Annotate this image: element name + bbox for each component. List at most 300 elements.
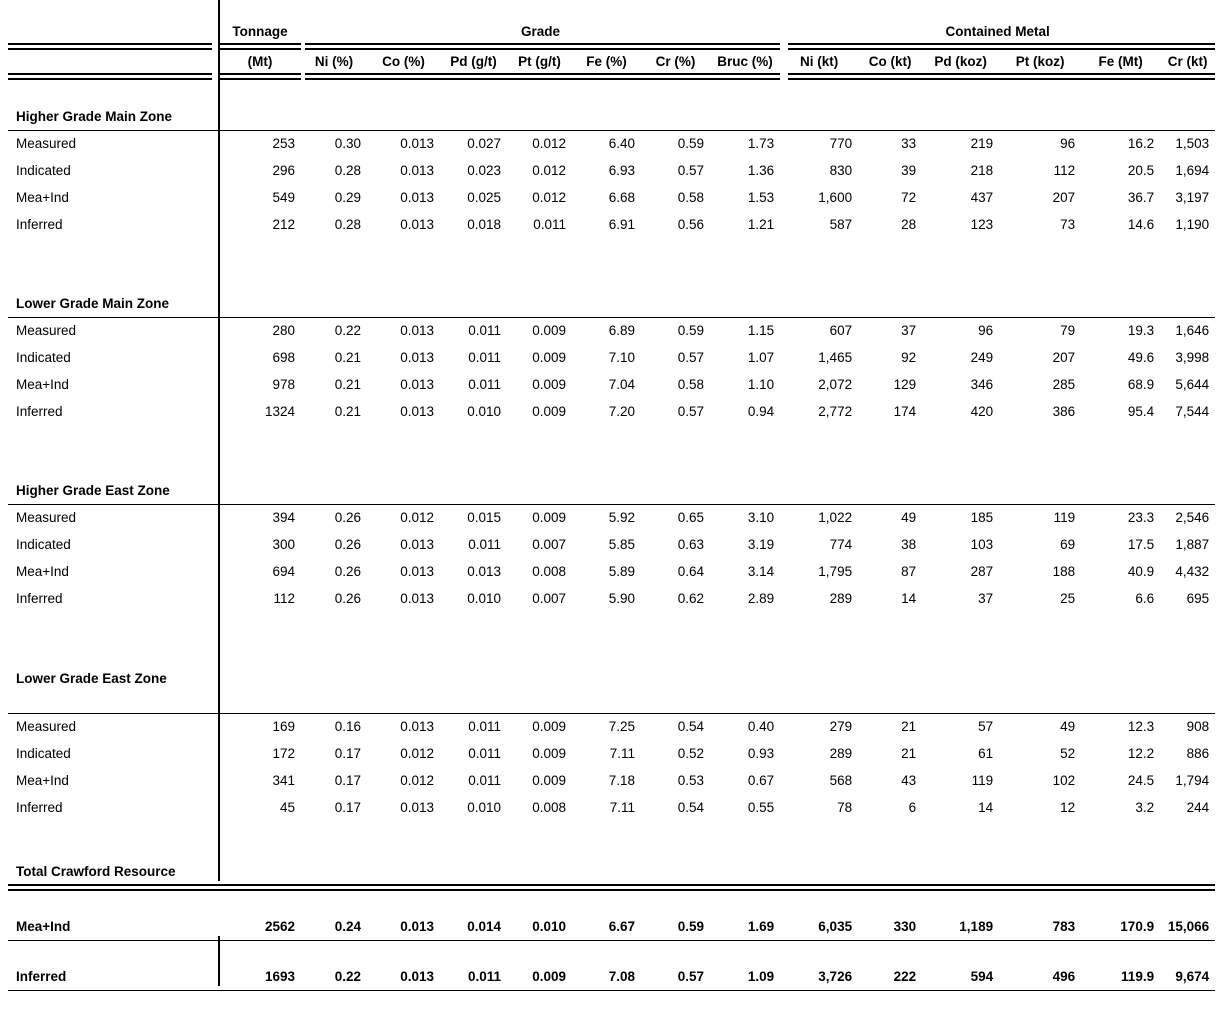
cell: 386	[1052, 404, 1076, 419]
cell: 21	[901, 719, 917, 735]
cell: 296	[272, 163, 295, 178]
cell: 0.64	[677, 564, 704, 579]
cell: 0.57	[641, 963, 710, 990]
column-header-pd-g-t: Pd (g/t)	[450, 54, 497, 69]
cell: 87	[901, 564, 917, 579]
cell: 7.08	[572, 963, 641, 990]
cell: 0.58	[677, 377, 704, 392]
cell: 0.013	[400, 163, 434, 178]
table-row	[8, 531, 1215, 558]
cell: 49	[1060, 719, 1076, 735]
cell: 1,189	[922, 913, 999, 940]
cell: 0.55	[747, 800, 775, 815]
cell: 0.008	[532, 800, 566, 815]
cell: 774	[829, 537, 853, 552]
cell: 0.63	[677, 537, 704, 552]
cell: 14	[901, 591, 917, 606]
cell: 5.90	[608, 591, 635, 606]
cell: 1.73	[747, 136, 775, 152]
cell: 0.24	[301, 913, 367, 940]
cell: 0.59	[677, 323, 704, 339]
table-row	[8, 398, 1215, 425]
cell: 0.52	[677, 746, 704, 761]
cell: 0.013	[400, 591, 434, 606]
cell: 185	[970, 510, 994, 526]
cell: 0.009	[532, 510, 566, 526]
tonnage-group-header: Tonnage	[232, 24, 288, 39]
cell: 7.20	[608, 404, 635, 419]
cell: 0.018	[467, 217, 501, 232]
cell: 341	[272, 773, 295, 788]
cell: 0.012	[400, 773, 434, 788]
column-header-pt-koz: Pt (koz)	[1015, 54, 1065, 69]
rule-segment	[305, 73, 780, 80]
cell: 0.29	[334, 190, 361, 205]
cell: 17.5	[1127, 537, 1155, 552]
cell: 169	[272, 719, 295, 735]
table-row	[8, 211, 1215, 238]
resource-table	[8, 0, 1215, 1012]
spacer-cell	[8, 821, 1215, 858]
cell: 420	[970, 404, 994, 419]
cell: 28	[901, 217, 917, 232]
cell: 49	[901, 510, 917, 526]
cell: 0.025	[467, 190, 501, 205]
corner-cell	[8, 50, 219, 73]
cell: 0.011	[440, 963, 507, 990]
group-header-row	[8, 0, 1215, 43]
cell: 7.04	[608, 377, 635, 392]
cell: 0.013	[467, 564, 501, 579]
cell: 1,600	[818, 190, 853, 205]
cell: 2,772	[818, 404, 853, 419]
row-label: Mea+Ind	[16, 564, 69, 579]
cell: 694	[272, 564, 295, 579]
row-label: Mea+Ind	[16, 190, 69, 205]
cell: 0.009	[532, 350, 566, 365]
cell: 79	[1060, 323, 1076, 339]
spacer-cell	[8, 691, 1215, 713]
table-row	[8, 317, 1215, 344]
cell: 287	[970, 564, 994, 579]
section-title: Higher Grade East Zone	[8, 478, 1215, 504]
cell: 0.93	[747, 746, 775, 761]
cell: 0.010	[507, 913, 572, 940]
cell: 3,998	[1175, 350, 1210, 365]
table-row	[8, 157, 1215, 184]
spacer-cell	[8, 940, 1215, 963]
row-label: Indicated	[16, 746, 71, 761]
cell: 68.9	[1127, 377, 1155, 392]
cell: 14.6	[1127, 217, 1155, 232]
cell: 770	[829, 136, 853, 152]
cell: 0.21	[334, 377, 361, 392]
row-label: Measured	[16, 136, 77, 152]
cell: 0.011	[468, 537, 501, 552]
cell: 5.89	[608, 564, 635, 579]
cell: 7.11	[609, 800, 635, 815]
cell: 0.014	[440, 913, 507, 940]
cell: 3.10	[747, 510, 775, 526]
cell: 1,887	[1175, 537, 1210, 552]
table-row	[8, 767, 1215, 794]
cell: 5.85	[608, 537, 635, 552]
unit-header-row	[8, 50, 1215, 73]
cell: 253	[272, 136, 295, 152]
double-rule-top	[8, 43, 1215, 50]
cell: 0.007	[532, 591, 566, 606]
row-label: Inferred	[16, 404, 63, 419]
cell: 0.53	[677, 773, 704, 788]
cell: 3.19	[747, 537, 775, 552]
cell: 72	[901, 190, 917, 205]
cell: 0.26	[334, 510, 361, 526]
column-header-fe-mt: Fe (Mt)	[1098, 54, 1143, 69]
cell: 1.36	[747, 163, 775, 178]
cell: 23.3	[1127, 510, 1155, 526]
cell: 12.2	[1127, 746, 1155, 761]
cell: 5.92	[608, 510, 635, 526]
rule-segment	[219, 43, 301, 50]
spacer-row	[8, 891, 1215, 913]
cell: 20.5	[1127, 163, 1155, 178]
spacer-row	[8, 940, 1215, 963]
spacer-cell	[8, 425, 1215, 478]
cell: 285	[1052, 377, 1076, 392]
spacer-row	[8, 691, 1215, 713]
table-row	[8, 371, 1215, 398]
spacer-cell	[8, 891, 1215, 913]
cell: 279	[829, 719, 853, 735]
cell: 96	[978, 323, 994, 339]
rule-segment	[305, 43, 780, 50]
cell: 0.013	[400, 377, 434, 392]
cell: 0.16	[334, 719, 361, 735]
cell: 6.6	[1135, 591, 1155, 606]
rule-segment	[8, 73, 212, 80]
cell: 172	[272, 746, 295, 761]
spacer-cell	[8, 238, 1215, 291]
cell: 1.21	[747, 217, 775, 232]
section-title-row-lower-grade-main-zone	[8, 291, 1215, 317]
cell: 37	[901, 323, 917, 339]
cell: 0.013	[400, 564, 434, 579]
cell: 0.22	[334, 323, 361, 339]
cell: 0.57	[677, 163, 704, 178]
row-label: Indicated	[16, 537, 71, 552]
row-label: Mea+Ind	[8, 913, 219, 940]
cell: 0.57	[677, 350, 704, 365]
cell: 36.7	[1127, 190, 1155, 205]
rule-segment	[788, 73, 1215, 80]
cell: 0.58	[677, 190, 704, 205]
cell: 1,465	[818, 350, 853, 365]
table-row	[8, 344, 1215, 371]
cell: 0.013	[367, 963, 440, 990]
cell: 52	[1060, 746, 1076, 761]
cell: 0.012	[400, 746, 434, 761]
row-label: Indicated	[16, 350, 71, 365]
cell: 0.21	[334, 350, 361, 365]
cell: 0.012	[532, 136, 566, 152]
cell: 0.54	[677, 719, 704, 735]
cell: 0.013	[400, 537, 434, 552]
table-row	[8, 184, 1215, 211]
cell: 0.009	[532, 773, 566, 788]
double-rule-total	[8, 884, 1215, 891]
cell: 0.17	[334, 773, 361, 788]
cell: 3,726	[780, 963, 858, 990]
cell: 886	[1186, 746, 1210, 761]
column-divider-line	[218, 0, 220, 881]
cell: 25	[1060, 591, 1076, 606]
cell: 19.3	[1127, 323, 1155, 339]
cell: 1,190	[1175, 217, 1210, 232]
cell: 0.011	[468, 350, 501, 365]
row-label: Measured	[16, 323, 77, 339]
table-row	[8, 504, 1215, 531]
cell: 3.2	[1135, 800, 1155, 815]
spacer-cell	[8, 990, 1215, 1012]
cell: 6.68	[608, 190, 635, 205]
row-label: Indicated	[16, 163, 71, 178]
cell: 0.010	[467, 591, 501, 606]
cell: 289	[829, 746, 853, 761]
column-header-ni: Ni (%)	[314, 54, 354, 69]
cell: 170.9	[1081, 913, 1160, 940]
cell: 5,644	[1175, 377, 1210, 392]
cell: 0.012	[532, 163, 566, 178]
cell: 587	[829, 217, 853, 232]
cell: 1,503	[1175, 136, 1210, 152]
cell: 280	[272, 323, 295, 339]
cell: 0.26	[334, 591, 361, 606]
cell: 33	[901, 136, 917, 152]
cell: 219	[970, 136, 994, 152]
table-row	[8, 713, 1215, 740]
section-title-row-higher-grade-east-zone	[8, 478, 1215, 504]
cell: 0.013	[400, 190, 434, 205]
cell: 174	[893, 404, 917, 419]
cell: 978	[272, 377, 295, 392]
section-title: Lower Grade Main Zone	[8, 291, 1215, 317]
cell: 69	[1060, 537, 1076, 552]
cell: 0.30	[334, 136, 361, 152]
row-label: Mea+Ind	[16, 773, 69, 788]
cell: 0.26	[334, 564, 361, 579]
cell: 6.40	[608, 136, 635, 152]
row-label: Inferred	[16, 800, 63, 815]
section-title: Total Crawford Resource	[16, 863, 176, 879]
cell: 7.25	[608, 719, 635, 735]
cell: 549	[272, 190, 295, 205]
table-row	[8, 130, 1215, 157]
column-header-co: Co (%)	[382, 54, 425, 69]
cell: 0.013	[400, 136, 434, 152]
cell: 0.94	[747, 404, 775, 419]
cell: 0.62	[677, 591, 704, 606]
cell: 45	[279, 800, 295, 815]
cell: 6.89	[608, 323, 635, 339]
cell: 3.14	[747, 564, 775, 579]
column-header-pd-koz: Pd (koz)	[934, 54, 987, 69]
spacer-row	[8, 80, 1215, 104]
cell: 0.54	[677, 800, 704, 815]
cell: 212	[272, 217, 295, 232]
cell: 0.40	[747, 719, 775, 735]
cell: 0.17	[334, 746, 361, 761]
cell: 0.17	[334, 800, 361, 815]
cell: 0.21	[334, 404, 361, 419]
cell: 14	[978, 800, 994, 815]
cell: 346	[970, 377, 994, 392]
cell: 594	[922, 963, 999, 990]
cell: 2,546	[1175, 510, 1210, 526]
cell: 0.015	[467, 510, 501, 526]
cell: 0.009	[532, 719, 566, 735]
cell: 119	[1053, 510, 1076, 526]
cell: 222	[858, 963, 922, 990]
column-header-pt-g-t: Pt (g/t)	[518, 54, 561, 69]
row-label: Measured	[16, 719, 77, 735]
cell: 830	[829, 163, 853, 178]
cell: 437	[970, 190, 994, 205]
spacer-cell	[8, 612, 1215, 665]
column-header-ni-kt: Ni (kt)	[799, 54, 839, 69]
table-row	[8, 963, 1215, 990]
cell: 0.027	[467, 136, 501, 152]
table-row	[8, 794, 1215, 821]
cell: 698	[272, 350, 295, 365]
cell: 0.009	[507, 963, 572, 990]
cell: 249	[970, 350, 994, 365]
cell: 0.013	[400, 719, 434, 735]
cell: 300	[272, 537, 295, 552]
cell: 695	[1186, 591, 1210, 606]
cell: 6	[908, 800, 917, 815]
cell: 0.011	[533, 217, 566, 232]
cell: 112	[1053, 163, 1076, 178]
cell: 129	[893, 377, 917, 392]
cell: 7.11	[609, 746, 635, 761]
table-row	[8, 913, 1215, 940]
cell: 0.22	[301, 963, 367, 990]
cell: 1.09	[710, 963, 780, 990]
cell: 1.10	[747, 377, 775, 392]
cell: 0.013	[400, 217, 434, 232]
cell: 0.013	[400, 350, 434, 365]
cell: 92	[901, 350, 917, 365]
cell: 7,544	[1175, 404, 1210, 419]
cell: 1,646	[1175, 323, 1210, 339]
cell: 0.65	[677, 510, 704, 526]
cell: 4,432	[1175, 564, 1210, 579]
cell: 568	[829, 773, 853, 788]
cell: 61	[978, 746, 994, 761]
cell: 207	[1052, 190, 1076, 205]
cell: 21	[901, 746, 917, 761]
cell: 112	[273, 591, 295, 606]
column-header-cr-kt: Cr (kt)	[1167, 54, 1208, 69]
cell: 7.10	[608, 350, 635, 365]
cell: 0.012	[400, 510, 434, 526]
cell: 1,795	[818, 564, 853, 579]
cell: 0.009	[532, 404, 566, 419]
cell: 0.012	[532, 190, 566, 205]
cell: 0.013	[400, 323, 434, 339]
cell: 244	[1186, 800, 1210, 815]
corner-cell	[8, 0, 219, 43]
cell: 1.07	[747, 350, 775, 365]
cell: 0.008	[532, 564, 566, 579]
cell: 6,035	[780, 913, 858, 940]
column-header-fe: Fe (%)	[586, 54, 627, 69]
cell: 78	[837, 800, 853, 815]
column-divider-line	[218, 936, 220, 986]
cell: 0.009	[532, 377, 566, 392]
cell: 15,066	[1160, 913, 1215, 940]
cell: 0.013	[400, 404, 434, 419]
cell: 0.011	[468, 773, 501, 788]
row-label: Measured	[16, 510, 77, 526]
cell: 95.4	[1127, 404, 1155, 419]
rule-segment	[788, 43, 1215, 50]
cell: 0.57	[677, 404, 704, 419]
rule-segment	[8, 43, 212, 50]
cell: 0.011	[468, 377, 501, 392]
cell: 496	[999, 963, 1081, 990]
spacer-row	[8, 990, 1215, 1012]
table-row	[8, 558, 1215, 585]
cell: 1.15	[747, 323, 775, 339]
cell: 119	[971, 773, 994, 788]
cell: 6.91	[608, 217, 635, 232]
cell: 0.007	[532, 537, 566, 552]
cell: 0.56	[677, 217, 704, 232]
section-title: Higher Grade Main Zone	[8, 104, 1215, 130]
cell: 0.009	[532, 323, 566, 339]
cell: 7.18	[608, 773, 635, 788]
cell: 0.59	[641, 913, 710, 940]
cell: 0.28	[334, 163, 361, 178]
cell: 16.2	[1127, 136, 1155, 152]
cell: 0.010	[467, 800, 501, 815]
cell: 12	[1060, 800, 1076, 815]
column-header-bruc: Bruc (%)	[717, 54, 773, 69]
cell: 96	[1060, 136, 1076, 152]
cell: 38	[901, 537, 917, 552]
cell: 24.5	[1127, 773, 1155, 788]
spacer-row	[8, 612, 1215, 665]
cell: 119.9	[1081, 963, 1160, 990]
double-rule-under-units	[8, 73, 1215, 80]
cell: 2.89	[747, 591, 775, 606]
cell: 0.010	[467, 404, 501, 419]
cell: 3,197	[1175, 190, 1210, 205]
cell: 102	[1052, 773, 1076, 788]
section-title-row-total-crawford-resource	[8, 858, 1215, 884]
cell: 0.009	[532, 746, 566, 761]
section-title-row-lower-grade-east-zone	[8, 665, 1215, 691]
cell: 1.69	[710, 913, 780, 940]
cell: 289	[829, 591, 853, 606]
cell: 43	[901, 773, 917, 788]
cell: 39	[901, 163, 917, 178]
row-label: Inferred	[16, 591, 63, 606]
cell: 1693	[219, 963, 301, 990]
spacer-row	[8, 238, 1215, 291]
cell: 0.013	[400, 800, 434, 815]
